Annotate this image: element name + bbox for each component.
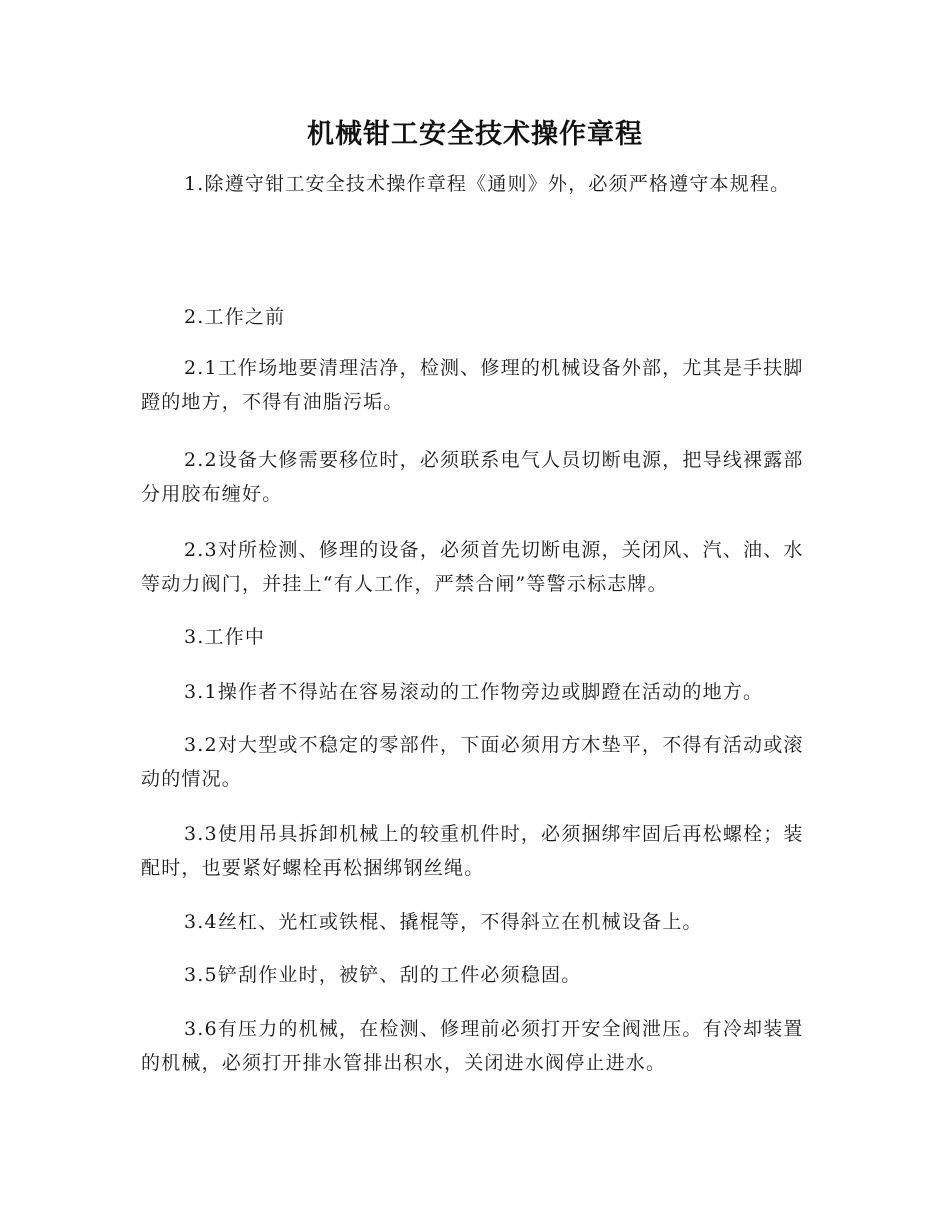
paragraph-3-3: 3.3使用吊具拆卸机械上的较重机件时，必须捆绑牢固后再松螺栓；装配时，也要紧好螺栓再松捆绑钢丝绳。 xyxy=(141,823,804,879)
paragraph-3-6: 3.6有压力的机械，在检测、修理前必须打开安全阀泄压。有冷却装置的机械，必须打开排水管排出积水，关闭进水阀停止进水。 xyxy=(141,1018,804,1074)
heading-before-work: 2.工作之前 xyxy=(184,306,286,328)
paragraph-2-3: 2.3对所检测、修理的设备，必须首先切断电源，关闭风、汽、油、水等动力阀门，并挂上“有人工作，严禁合闸”等警示标志牌。 xyxy=(141,539,804,595)
paragraph-3-1: 3.1操作者不得站在容易滚动的工作物旁边或脚蹬在活动的地方。 xyxy=(184,681,764,703)
paragraph-3-2: 3.2对大型或不稳定的零部件，下面必须用方木垫平，不得有活动或滚动的情况。 xyxy=(141,734,804,790)
paragraph-3-4: 3.4丝杠、光杠或铁棍、撬棍等，不得斜立在机械设备上。 xyxy=(184,911,703,933)
paragraph-2-2: 2.2设备大修需要移位时，必须联系电气人员切断电源，把导线裸露部分用胶布缠好。 xyxy=(141,449,804,505)
paragraph-1: 1.除遵守钳工安全技术操作章程《通则》外，必须严格遵守本规程。 xyxy=(184,173,791,195)
document-title: 机械钳工安全技术操作章程 xyxy=(307,119,643,150)
heading-during-work: 3.工作中 xyxy=(184,626,266,648)
paragraph-3-5: 3.5铲刮作业时，被铲、刮的工件必须稳固。 xyxy=(184,964,582,986)
paragraph-2-1: 2.1工作场地要清理洁净，检测、修理的机械设备外部，尤其是手扶脚蹬的地方，不得有油脂污垢。 xyxy=(141,357,804,413)
